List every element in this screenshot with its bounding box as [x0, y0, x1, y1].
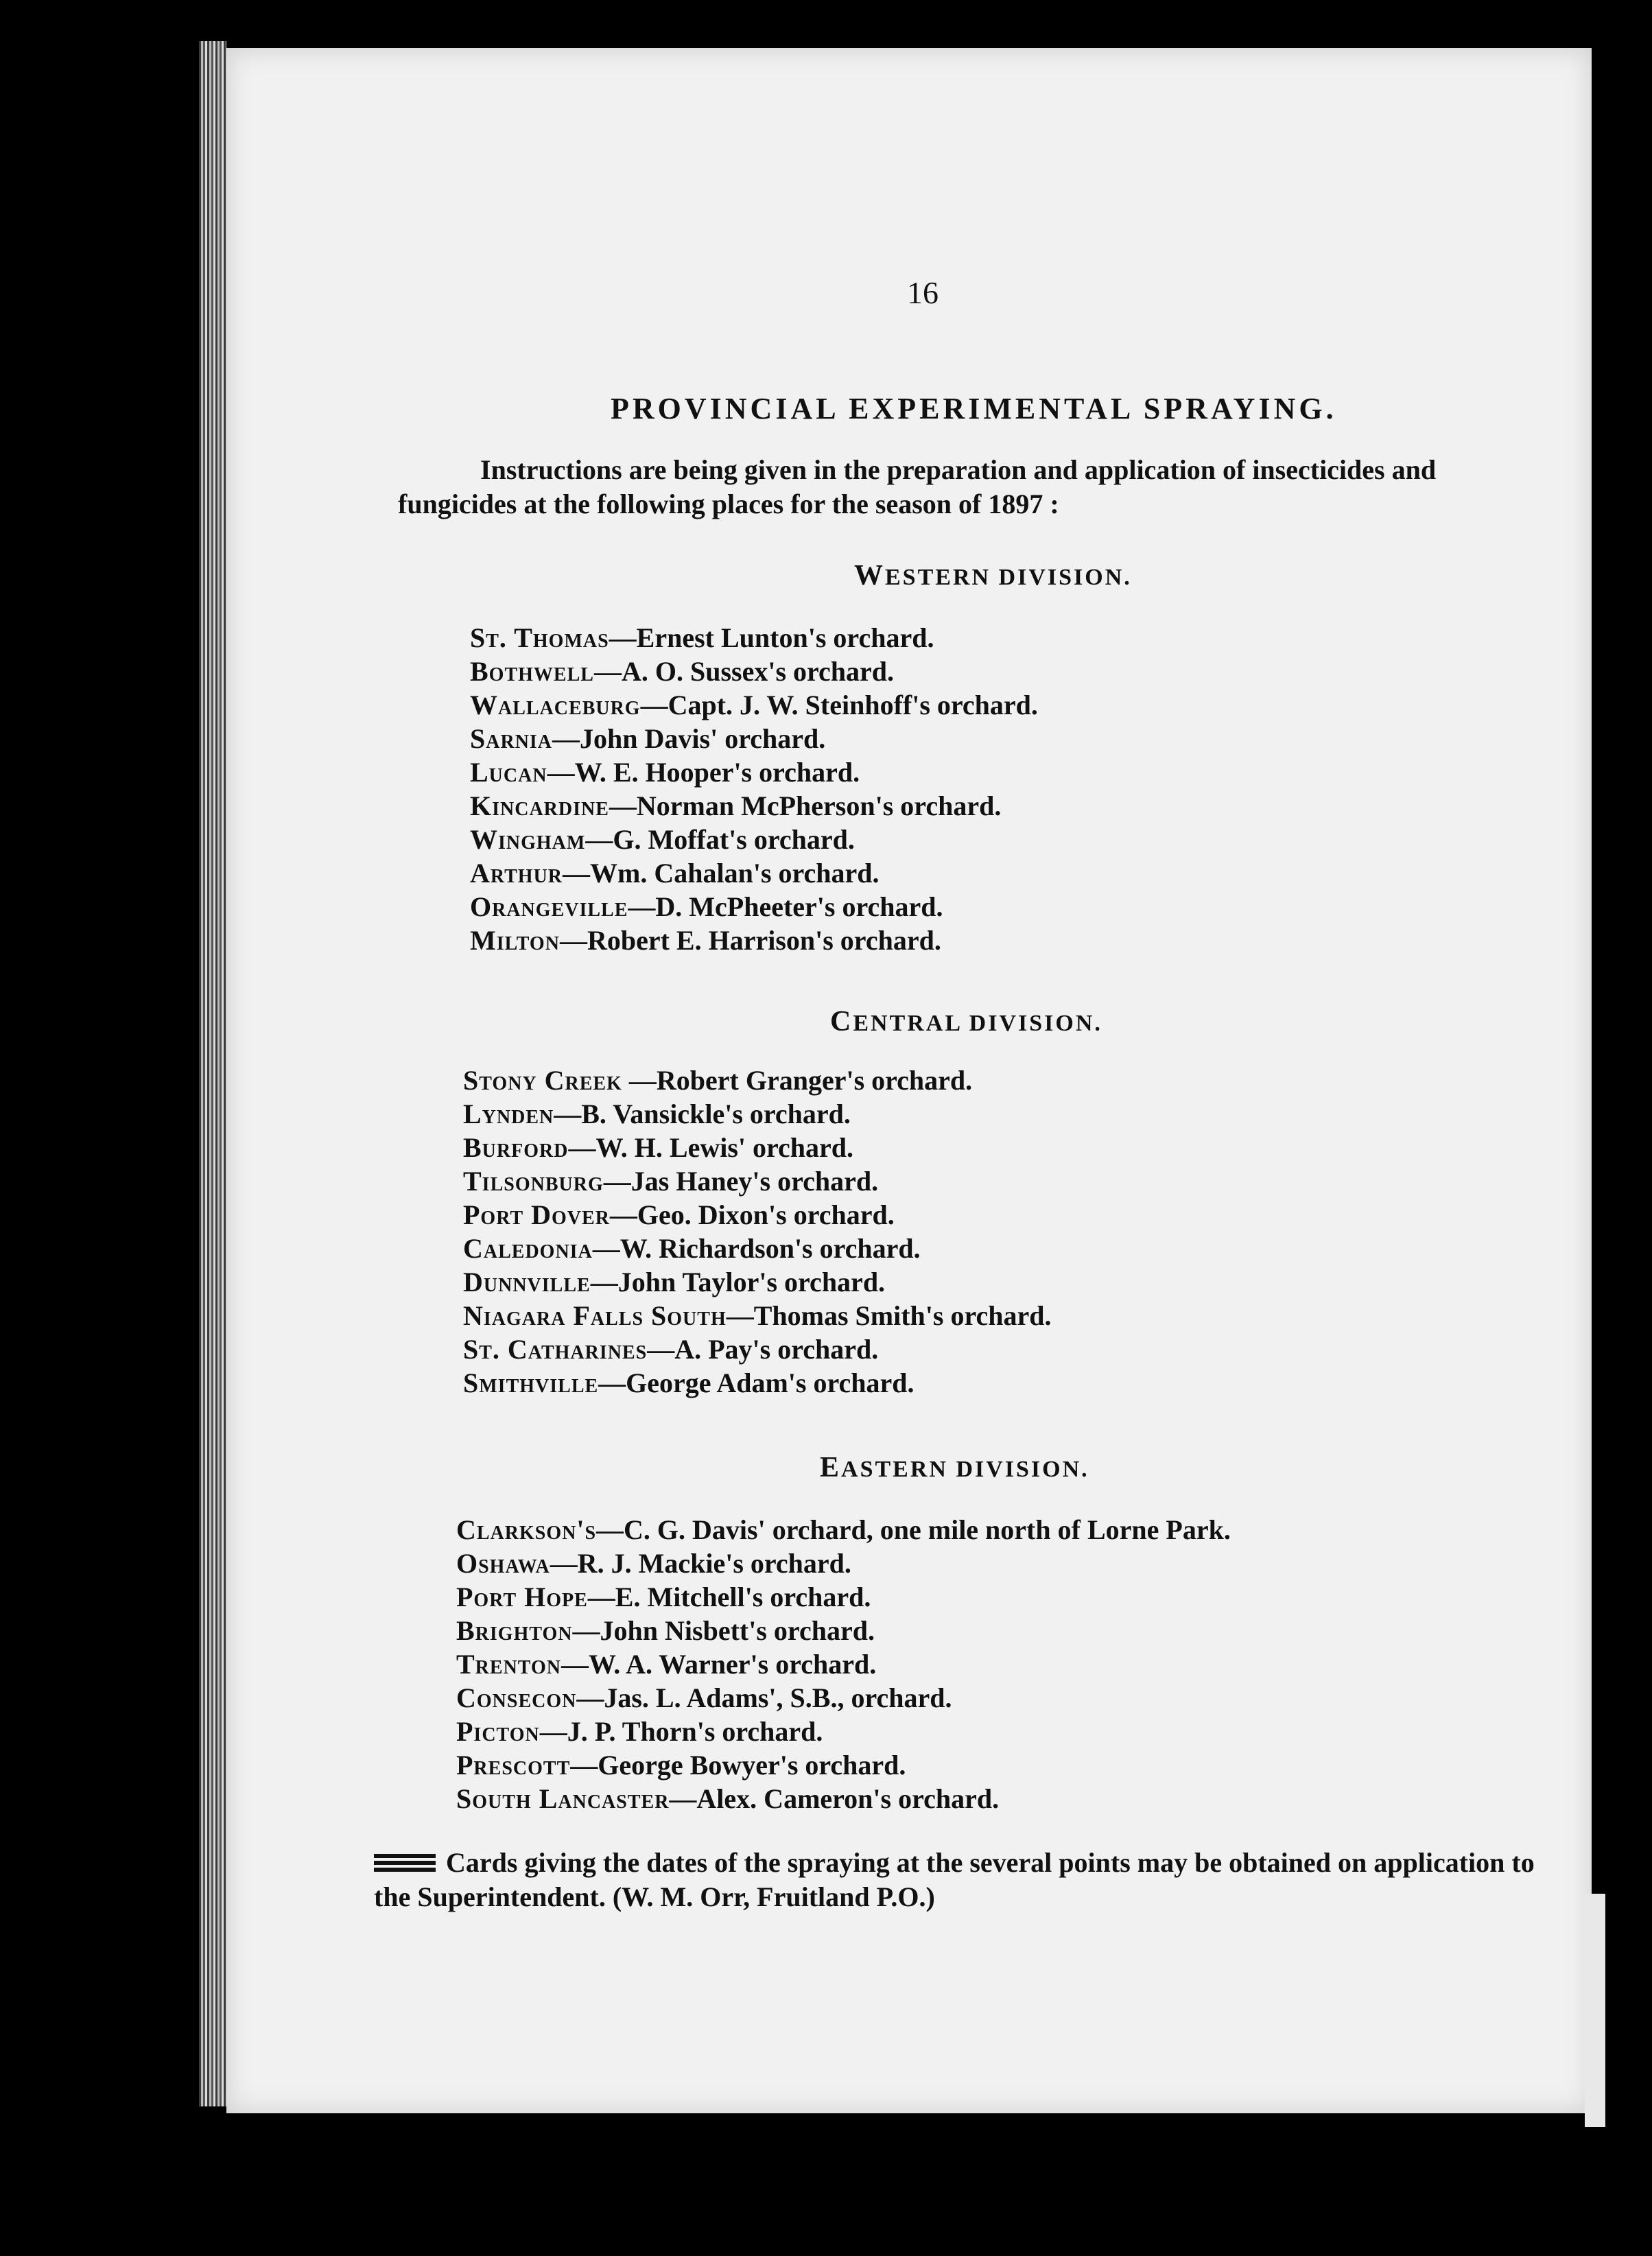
list-item: Wingham—G. Moffat's orchard.: [470, 824, 855, 855]
list-item: Brighton—John Nisbett's orchard.: [456, 1615, 875, 1646]
book-spine-edge: [199, 41, 226, 2106]
list-item: Lynden—B. Vansickle's orchard.: [463, 1098, 851, 1129]
list-item: Clarkson's—C. G. Davis' orchard, one mile north of Lorne Park.: [456, 1514, 1231, 1545]
list-item: Orangeville—D. McPheeter's orchard.: [470, 891, 943, 922]
eastern-division-list: [456, 1513, 1231, 1816]
page-title: PROVINCIAL EXPERIMENTAL SPRAYING.: [611, 392, 1337, 425]
list-item: Kincardine—Norman McPherson's orchard.: [470, 790, 1002, 821]
list-item: Niagara Falls South—Thomas Smith's orchard.: [463, 1300, 1052, 1331]
western-division-list: [470, 621, 1038, 957]
list-item: Sarnia—John Davis' orchard.: [470, 723, 826, 754]
central-division-list: [463, 1064, 1052, 1400]
list-item: Burford—W. H. Lewis' orchard.: [463, 1132, 854, 1163]
list-item: Consecon—Jas. L. Adams', S.B., orchard.: [456, 1682, 952, 1713]
list-item: Stony Creek —Robert Granger's orchard.: [463, 1065, 973, 1096]
central-division-heading: CENTRAL DIVISION.: [830, 1006, 1102, 1037]
page-number: 16: [907, 275, 939, 310]
western-division-heading: WESTERN DIVISION.: [854, 560, 1132, 591]
list-item: Lucan—W. E. Hooper's orchard.: [470, 757, 860, 788]
list-item: Trenton—W. A. Warner's orchard.: [456, 1649, 877, 1680]
list-item: Port Dover—Geo. Dixon's orchard.: [463, 1199, 895, 1230]
list-item: Milton—Robert E. Harrison's orchard.: [470, 925, 941, 956]
eastern-division-heading: EASTERN DIVISION.: [820, 1452, 1089, 1483]
list-item: Caledonia—W. Richardson's orchard.: [463, 1233, 921, 1264]
list-item: Smithville—George Adam's orchard.: [463, 1367, 914, 1398]
list-item: Arthur—Wm. Cahalan's orchard.: [470, 858, 880, 889]
list-item: Tilsonburg—Jas Haney's orchard.: [463, 1166, 879, 1197]
intro-paragraph: Instructions are being given in the preparation and application of insecticides and fungicides at the following places for the season of 1897 :: [398, 454, 1437, 519]
list-item: St. Catharines—A. Pay's orchard.: [463, 1334, 879, 1365]
list-item: Picton—J. P. Thorn's orchard.: [456, 1716, 823, 1747]
list-item: Bothwell—A. O. Sussex's orchard.: [470, 656, 895, 687]
page-edge: [1585, 1894, 1605, 2127]
list-item: Dunnville—John Taylor's orchard.: [463, 1267, 886, 1297]
list-item: Port Hope—E. Mitchell's orchard.: [456, 1582, 871, 1612]
list-item: South Lancaster—Alex. Cameron's orchard.: [456, 1783, 1000, 1814]
document-page: [226, 48, 1592, 2113]
footnote: Cards giving the dates of the spraying at the several points may be obtained on application to the Superintendent. (W. M. Orr, Fruitland P.O.): [374, 1847, 1535, 1912]
list-item: Oshawa—R. J. Mackie's orchard.: [456, 1548, 851, 1579]
list-item: Wallaceburg—Capt. J. W. Steinhoff's orchard.: [470, 690, 1038, 720]
list-item: St. Thomas—Ernest Lunton's orchard.: [470, 622, 934, 653]
list-item: Prescott—George Bowyer's orchard.: [456, 1750, 906, 1781]
